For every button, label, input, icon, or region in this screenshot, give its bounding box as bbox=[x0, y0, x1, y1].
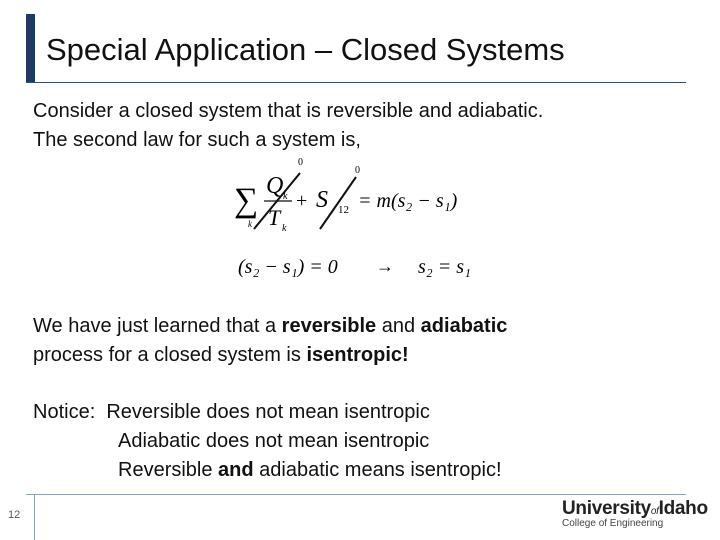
title-accent-bar bbox=[26, 14, 35, 82]
logo-university: University bbox=[562, 498, 651, 519]
equation2-lhs: (s₂ − s₁) = 0 bbox=[238, 256, 338, 278]
plus-sign: + bbox=[296, 190, 308, 212]
intro-line-2: The second law for such a system is, bbox=[33, 129, 361, 151]
summation-symbol: ∑ bbox=[234, 182, 259, 219]
temperature-symbol: T bbox=[268, 205, 281, 230]
notice-line-3 bbox=[33, 456, 502, 485]
statement-adiabatic: adiabatic bbox=[420, 315, 508, 337]
zero-mark-heat: 0 bbox=[298, 157, 303, 168]
notice-block bbox=[33, 398, 502, 485]
statement-line-2 bbox=[33, 341, 507, 370]
notice-rest: adiabatic means isentropic! bbox=[253, 459, 502, 481]
logo-college: College of Engineering bbox=[562, 518, 664, 529]
isentropic-statement bbox=[33, 312, 507, 370]
statement-and: and bbox=[376, 315, 421, 337]
equation1-rhs: = m(s₂ − s₁) bbox=[358, 190, 458, 212]
entropy-generation-symbol: S bbox=[316, 187, 328, 213]
statement-reversible: reversible bbox=[281, 315, 377, 337]
statement-text-1: We have just learned that a bbox=[33, 315, 282, 337]
sum-index: k bbox=[248, 219, 252, 229]
logo-of: of bbox=[650, 506, 659, 517]
logo-idaho: Idaho bbox=[658, 498, 708, 519]
footer-divider bbox=[26, 494, 686, 495]
entropy-generation-subscript: 12 bbox=[338, 204, 349, 216]
notice-line-2: Adiabatic does not mean isentropic bbox=[118, 430, 430, 452]
equation2-rhs: s₂ = s₁ bbox=[418, 256, 471, 278]
notice-and: and bbox=[218, 459, 254, 481]
zero-mark-generation: 0 bbox=[355, 165, 360, 176]
logo-wordmark bbox=[562, 498, 712, 520]
statement-text-2: process for a closed system is bbox=[33, 344, 307, 366]
heat-subscript: k bbox=[283, 191, 288, 202]
slide-title: Special Application – Closed Systems bbox=[46, 32, 565, 67]
notice-reversible: Reversible bbox=[118, 459, 219, 481]
heat-symbol: Q bbox=[266, 173, 284, 199]
page-number: 12 bbox=[8, 509, 21, 521]
implies-arrow: → bbox=[376, 256, 394, 276]
university-logo bbox=[562, 498, 712, 534]
intro-text bbox=[33, 97, 543, 155]
intro-line-1: Consider a closed system that is reversible and adiabatic. bbox=[33, 100, 544, 122]
temperature-subscript: k bbox=[282, 223, 287, 234]
statement-isentropic: isentropic! bbox=[306, 344, 409, 366]
second-law-equation bbox=[228, 155, 498, 285]
statement-line-1 bbox=[33, 312, 507, 341]
notice-line-1: Notice: Reversible does not mean isentropic bbox=[33, 401, 430, 423]
title-divider bbox=[26, 82, 686, 83]
